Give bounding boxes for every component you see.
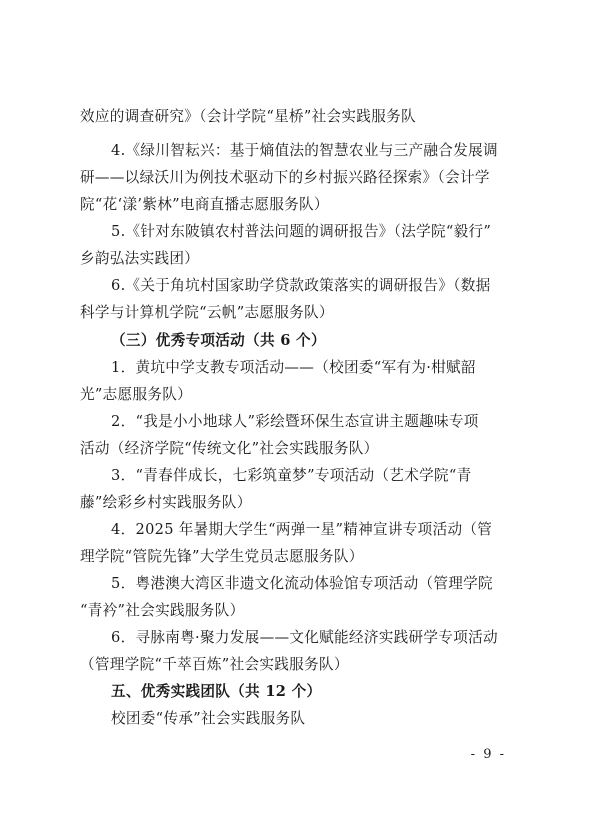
list-item-activity-2: 2．“我是小小地球人”彩绘暨环保生态宣讲主题趣味专项 [111, 413, 479, 430]
text-line: （管理学院“千萃百炼”社会实践服务队） [80, 656, 349, 673]
text-line: 效应的调查研究》（会计学院“星桥”社会实践服务队 [80, 108, 416, 125]
list-item-activity-3: 3．“青春伴成长，七彩筑童梦”专项活动（艺术学院“青 [111, 467, 472, 484]
list-item-activity-4: 4．2025 年暑期大学生“两弹一星”精神宣讲专项活动（管 [111, 521, 493, 538]
page-number: - 9 - [470, 747, 506, 762]
text-line: 科学与计算机学院“云帆”志愿服务队） [80, 304, 334, 321]
text-line: “青衿”社会实践服务队） [80, 602, 245, 619]
list-item-team: 校团委“传承”社会实践服务队 [111, 710, 306, 727]
list-item-activity-1: 1．黄坑中学支教专项活动——（校团委“军有为·柑赋韶 [111, 359, 476, 376]
text-line: 研——以绿沃川为例技术驱动下的乡村振兴路径探索》（会计学 [80, 169, 490, 186]
text-line: 乡韵弘法实践团） [80, 250, 200, 267]
text-line: 理学院“管院先锋”大学生党员志愿服务队） [80, 548, 364, 565]
section-heading-special-activities: （三）优秀专项活动（共 6 个） [111, 332, 326, 349]
text-line: 藤”绘彩乡村实践服务队） [80, 494, 252, 511]
list-item-research-4: 4.《绿川智耘兴：基于熵值法的智慧农业与三产融合发展调 [111, 142, 498, 159]
list-item-research-5: 5.《针对东陂镇农村普法问题的调研报告》（法学院“毅行” [111, 223, 492, 240]
section-heading-practice-teams: 五、优秀实践团队（共 12 个） [111, 683, 322, 700]
list-item-activity-6: 6．寻脉南粤·聚力发展——文化赋能经济实践研学专项活动 [111, 629, 498, 646]
text-line: 院“花‘漾’紫林”电商直播志愿服务队） [80, 196, 329, 213]
list-item-activity-5: 5．粤港澳大湾区非遗文化流动体验馆专项活动（管理学院 [111, 575, 493, 592]
list-item-research-6: 6.《关于角坑村国家助学贷款政策落实的调研报告》（数据 [111, 277, 491, 294]
text-line: 活动（经济学院“传统文化”社会实践服务队） [80, 440, 379, 457]
text-line: 光”志愿服务队） [80, 386, 193, 403]
